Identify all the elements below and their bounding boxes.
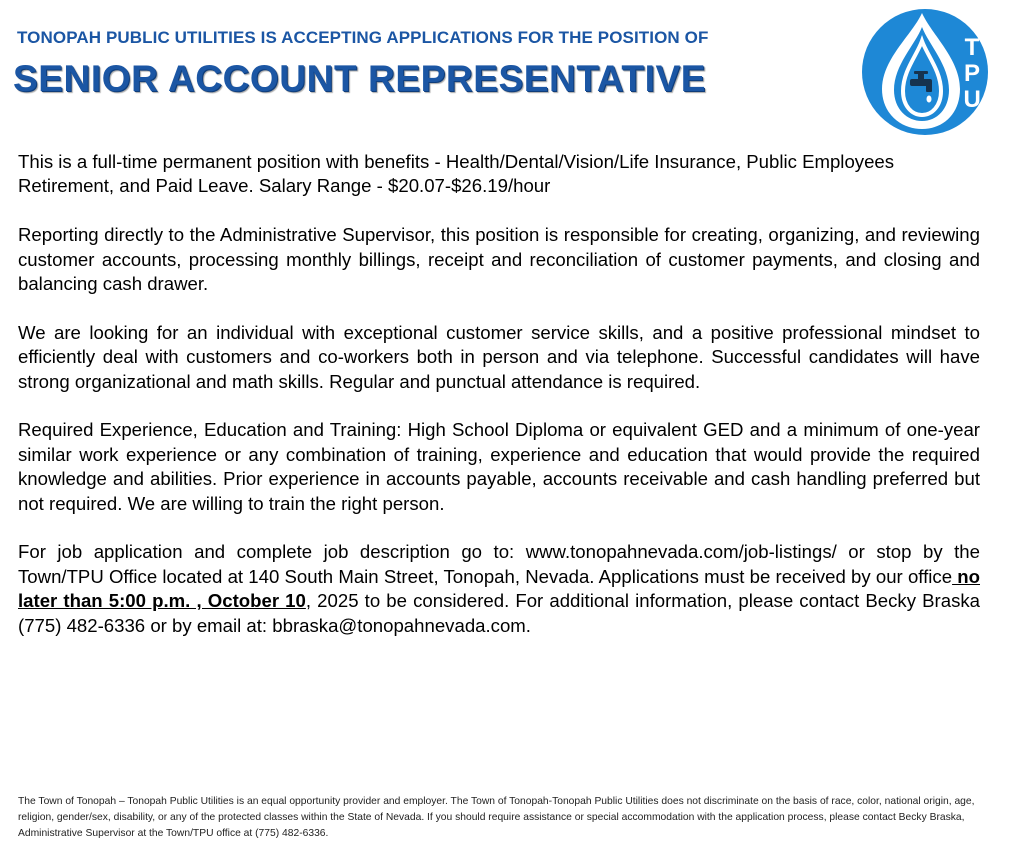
job-description [18,150,980,662]
tpu-logo [860,7,990,137]
application-contact-text: , 2025 to be considered. For additional information, please contact Becky Braska (775) 482-6336 or by email at: bbraska@tonopahnevada.com. [18,590,981,636]
logo-text: TPU [963,34,981,113]
deadline-text: no later than 5:00 p.m. , October 10 [18,565,980,612]
responsibilities-paragraph: Reporting directly to the Administrative Supervisor, this position is responsible for creating, organizing, and reviewing customer accounts, processing monthly billings, receipt and reconciliation of customer payments, and closing and balancing cash drawer. [18,224,980,295]
requirements-paragraph: Required Experience, Education and Training: High School Diploma or equivalent GED and a minimum of one-year similar work experience or any combination of training, experience and education that would provide the required knowledge and abilities. Prior experience in accounts payable, accounts receivable and cash handling preferred but not required. We are willing to train the right person. [18,419,980,514]
benefits-paragraph: This is a full-time permanent position with benefits - Health/Dental/Vision/Life Insurance, Public Employees Retirement, and Paid Leave. Salary Range - $20.07-$26.19/hour [18,151,895,197]
position-title: SENIOR ACCOUNT REPRESENTATIVE [13,58,707,99]
candidate-paragraph: We are looking for an individual with exceptional customer service skills, and a positive professional mindset to efficiently deal with customers and co-workers both in person and via telephone. Successful candidates will have strong organizational and math skills. Regular and punctual attendance is required. [18,321,980,392]
application-text: For job application and complete job description go to: www.tonopahnevada.com/job-listings/ or stop by the Town/TPU Office located at 140 South Main Street, Tonopah, Nevada. Applications must be received by our office [18,541,980,587]
eeo-disclaimer: The Town of Tonopah – Tonopah Public Utilities is an equal opportunity provider and employer. The Town of Tonopah-Tonopah Public Utilities does not discriminate on the basis of race, color, national origin, age, religion, gender/sex, disability, or any of the protected classes within the State of Nevada. If you should require assistance or special accommodation with the application process, please contact Becky Braska, Administrative Supervisor at the Town/TPU office at (775) 482-6336. [18,796,975,839]
application-paragraph [18,540,980,638]
announcement-heading: TONOPAH PUBLIC UTILITIES IS ACCEPTING APPLICATIONS FOR THE POSITION OF [17,28,709,47]
logo-letters [959,35,985,113]
